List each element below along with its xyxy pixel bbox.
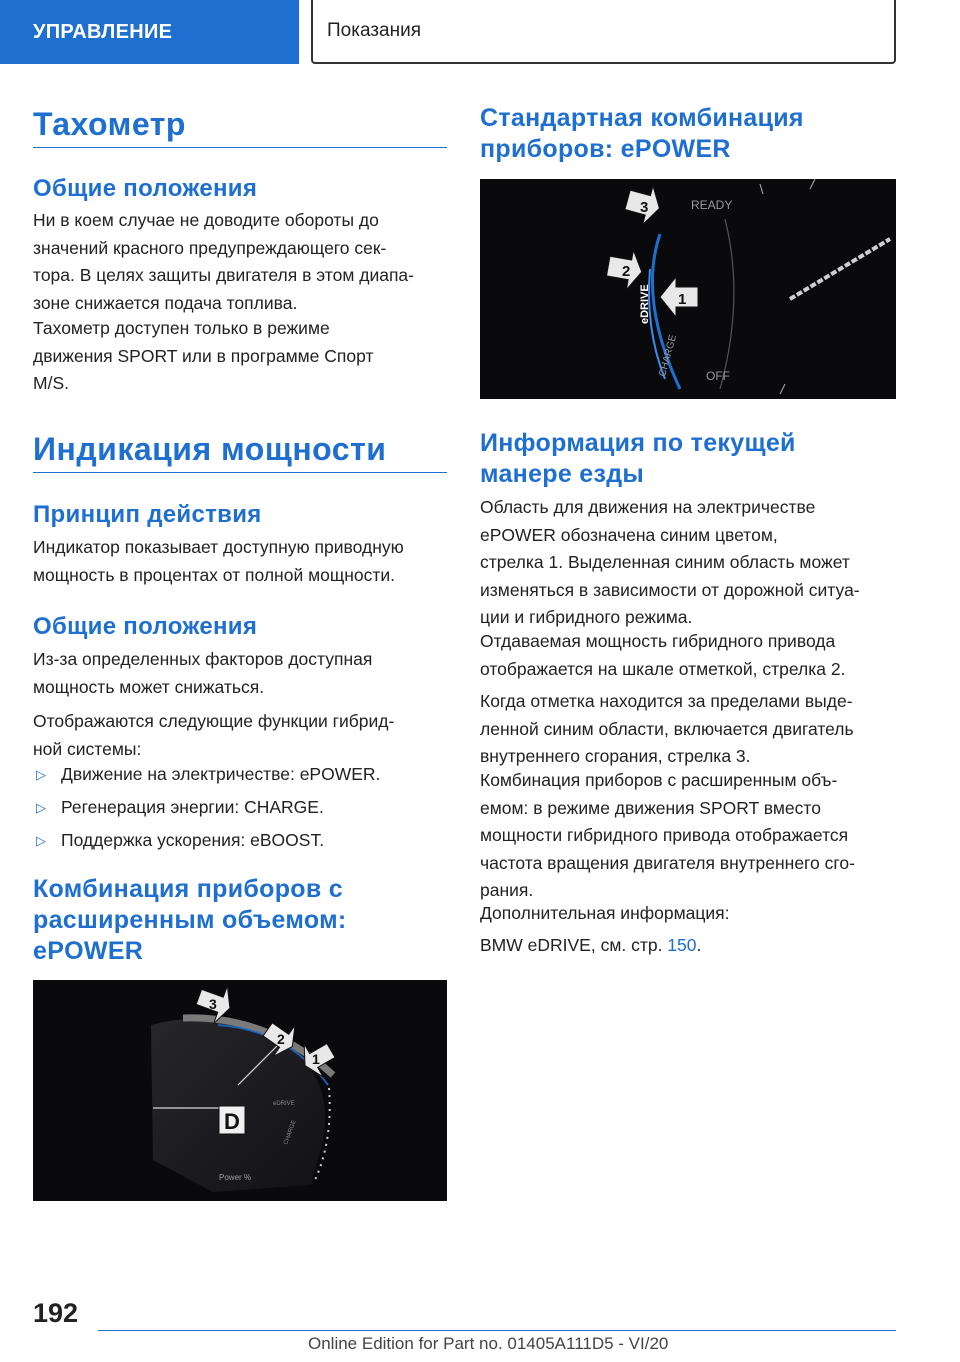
tacho-rule	[33, 147, 447, 148]
charge-scale-label: CHARGE	[657, 333, 679, 378]
page-number: 192	[33, 1298, 79, 1328]
text-line: зоне снижается подача топлива.	[33, 292, 298, 313]
page-reference-link[interactable]: 150	[667, 935, 697, 955]
chapter-label: Показания	[327, 20, 421, 41]
text-line: мощности гибридного привода отображается	[480, 825, 849, 845]
text-line: стрелка 1. Выделенная синим область может	[480, 552, 850, 572]
heading-line: Комбинация приборов с	[33, 875, 343, 903]
marker-label: 2	[622, 263, 631, 280]
off-label: OFF	[706, 369, 730, 383]
text-line: ленной синим области, включается двигатель	[480, 718, 854, 739]
power-percent-label: Power %	[219, 1173, 252, 1182]
info-paragraph-4	[480, 767, 896, 905]
heading-line: ePOWER	[33, 937, 144, 965]
list-item-text: Поддержка ускорения: eBOOST.	[61, 830, 325, 850]
text-line: Индикатор показывает доступную приводную	[33, 537, 404, 557]
functions-paragraph	[33, 708, 447, 763]
heading-line: Стандартная комбинация	[480, 104, 804, 132]
text-line: Область для движения на электричестве	[480, 497, 816, 517]
text-line: частота вращения двигателя внутреннего сго-	[480, 852, 855, 873]
text-line: значений красного предупреждающего сек-	[33, 237, 387, 258]
list-item-text: Регенерация энергии: CHARGE.	[61, 797, 324, 817]
extended-cluster-heading	[33, 874, 447, 967]
charge-scale-label: CHARGE	[283, 1119, 298, 1146]
list-item-text: Движение на электричестве: ePOWER.	[61, 764, 381, 784]
power-heading: Индикация мощности	[33, 431, 387, 467]
info-paragraph-3	[480, 688, 896, 771]
edition-text: Online Edition for Part no. 01405A111D5 - VI/20	[308, 1334, 669, 1353]
marker-label: 1	[312, 1051, 320, 1067]
arrow-marker-3	[622, 181, 664, 228]
triangle-bullet-icon: ▷	[36, 833, 46, 848]
standard-cluster-heading	[480, 103, 896, 165]
text-line: мощность в процентах от полной мощности.	[33, 564, 396, 585]
ready-label: READY	[691, 198, 733, 212]
text-line: Отображаются следующие функции гибрид-	[33, 711, 395, 731]
heading-line: приборов: ePOWER	[480, 135, 731, 163]
edrive-scale-label: eDRIVE	[639, 284, 651, 324]
extended-cluster-image	[33, 980, 447, 1201]
chapter-tab[interactable]	[311, 0, 896, 64]
arrow-marker-1	[660, 277, 698, 317]
general2-heading: Общие положения	[33, 613, 258, 640]
marker-label: 3	[640, 199, 649, 216]
text-line: внутреннего сгорания, стрелка 3.	[480, 746, 751, 766]
reference-text: BMW eDRIVE, см. стр.	[480, 935, 668, 955]
tacho-availability-paragraph	[33, 315, 447, 398]
text-line: Дополнительная информация:	[480, 903, 730, 923]
heading-line: Информация по текущей	[480, 429, 796, 457]
general1-paragraph	[33, 207, 447, 317]
text-line: Отдаваемая мощность гибридного привода	[480, 631, 836, 651]
footer-rule	[98, 1330, 896, 1331]
general1-heading: Общие положения	[33, 175, 258, 202]
text-line: ции и гибридного режима.	[480, 607, 693, 627]
info-paragraph-5	[480, 900, 896, 928]
text-line: емом: в режиме движения SPORT вместо	[480, 797, 821, 818]
tacho-heading: Тахометр	[33, 106, 186, 142]
text-line: Из-за определенных факторов доступная	[33, 649, 373, 669]
text-line: отображается на шкале отметкой, стрелка 2.	[480, 658, 846, 679]
standard-cluster-image	[480, 179, 896, 399]
text-line: Комбинация приборов с расширенным объ-	[480, 770, 838, 790]
edrive-scale-label: eDRIVE	[273, 1101, 295, 1107]
standard-cluster-illustration	[480, 179, 896, 399]
heading-line: расширенным объемом:	[33, 906, 347, 934]
section-label: УПРАВЛЕНИЕ	[33, 20, 173, 43]
text-line: Ни в коем случае не доводите обороты до	[33, 210, 379, 230]
cross-reference	[480, 932, 896, 960]
general2-paragraph	[33, 646, 447, 701]
principle-heading: Принцип действия	[33, 501, 262, 528]
info-paragraph-2	[480, 628, 896, 683]
extended-cluster-illustration	[33, 980, 447, 1201]
triangle-bullet-icon: ▷	[36, 800, 46, 815]
text-line: Когда отметка находится за пределами выде-	[480, 691, 853, 711]
text-line: изменяться в зависимости от дорожной ситуа-	[480, 579, 860, 600]
info-paragraph-1	[480, 494, 896, 632]
gear-indicator: D	[224, 1109, 240, 1134]
triangle-bullet-icon: ▷	[36, 767, 46, 782]
text-line: мощность может снижаться.	[33, 676, 265, 697]
text-line: ePOWER обозначена синим цветом,	[480, 524, 778, 545]
text-line: движения SPORT или в программе Спорт	[33, 345, 374, 366]
text-line: ной системы:	[33, 738, 142, 759]
info-heading	[480, 428, 896, 490]
section-tab[interactable]	[0, 0, 299, 64]
principle-paragraph	[33, 534, 447, 589]
text-line: тора. В целях защиты двигателя в этом диапа-	[33, 265, 414, 285]
text-line: рания.	[480, 880, 534, 900]
power-rule	[33, 472, 447, 473]
marker-label: 1	[678, 291, 687, 308]
text-line: M/S.	[33, 373, 69, 393]
text-line: Тахометр доступен только в режиме	[33, 318, 330, 338]
marker-label: 3	[209, 996, 217, 1012]
heading-line: манере езды	[480, 460, 645, 488]
reference-suffix: .	[696, 935, 702, 955]
marker-label: 2	[277, 1031, 285, 1047]
